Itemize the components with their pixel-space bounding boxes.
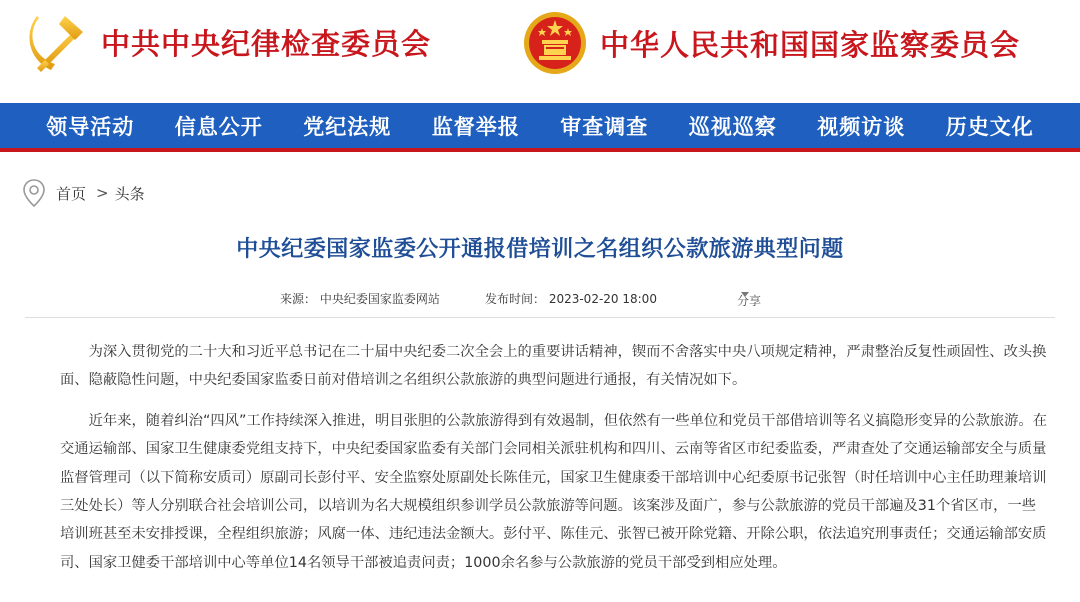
main-nav [0,103,1080,152]
meta-divider [25,317,1055,318]
national-emblem-icon [522,10,588,76]
nsc-logo-link[interactable] [522,10,1020,76]
share-label: 分享 [737,294,762,308]
site-header [0,0,1080,100]
chevron-down-icon [741,292,749,297]
breadcrumb [22,178,145,208]
breadcrumb-home[interactable]: 首页 [56,184,87,203]
ccdi-logo-link[interactable] [25,10,431,74]
article-paragraph: 为深入贯彻党的二十大和习近平总书记在二十届中央纪委二次全会上的重要讲话精神，锲而不舍落实中央八项规定精神，严肃整治反复性顽固性、改头换面、隐蔽隐性问题，中央纪委国家监委日前对借培训之名组织公款旅游的典型问题进行通报，有关情况如下。 [60,344,1047,389]
article-source: 来源： 中央纪委国家监委网站 [280,292,440,306]
party-emblem-icon [25,10,89,74]
nav-item-report[interactable]: 监督举报 [431,113,520,139]
breadcrumb-separator: > [96,184,109,202]
location-pin-icon [22,178,46,208]
article-body [60,338,1050,589]
nsc-name: 中华人民共和国国家监察委员会 [600,27,1021,62]
breadcrumb-current: 头条 [114,184,145,203]
article-title: 中央纪委国家监委公开通报借培训之名组织公款旅游典型问题 [236,237,844,262]
nav-item-leadership[interactable]: 领导活动 [46,113,135,139]
article-paragraph: 近年来，随着纠治“四风”工作持续深入推进，明目张胆的公款旅游得到有效遏制，但依然有一些单位和党员干部借培训等名义搞隐形变异的公款旅游。在交通运输部、国家卫生健康委党组支持下，中央纪委国家监委有关部门会同相关派驻机构和四川、云南等省区市纪委监委，严肃查处了交通运输部安全与质量监督管理司（以下简称安质司）原副司长彭付平、安全监察处原副处长陈佳元，国家卫生健康委干部培训中心纪委原书记张智（时任培训中心主任助理兼培训三处处长）等人分别联合社会培训公司，以培训为名大规模组织参训学员公款旅游等问题。该案涉及面广，参与公款旅游的党员干部遍及31个省区市，一些培训班甚至未安排授课，全程组织旅游；风腐一体、违纪违法金额大。彭付平、陈佳元、张智已被开除党籍、开除公职，依法追究刑事责任；交通运输部安质司、国家卫健委干部培训中心等单位14名领导干部被追责问责；1000余名参与公款旅游的党员干部受到相应处理。 [60,412,1047,571]
nav-item-history[interactable]: 历史文化 [945,113,1034,139]
article-published-time: 发布时间： 2023-02-20 18:00 [485,292,657,306]
nav-item-investigation[interactable]: 审查调查 [560,113,649,139]
nav-item-regulations[interactable]: 党纪法规 [303,113,392,139]
article-meta [0,288,1080,310]
ccdi-name: 中共中央纪律检查委员会 [101,26,432,61]
nav-item-disclosure[interactable]: 信息公开 [174,113,263,139]
nav-item-video[interactable]: 视频访谈 [817,113,906,139]
nav-item-inspection[interactable]: 巡视巡察 [688,113,777,139]
